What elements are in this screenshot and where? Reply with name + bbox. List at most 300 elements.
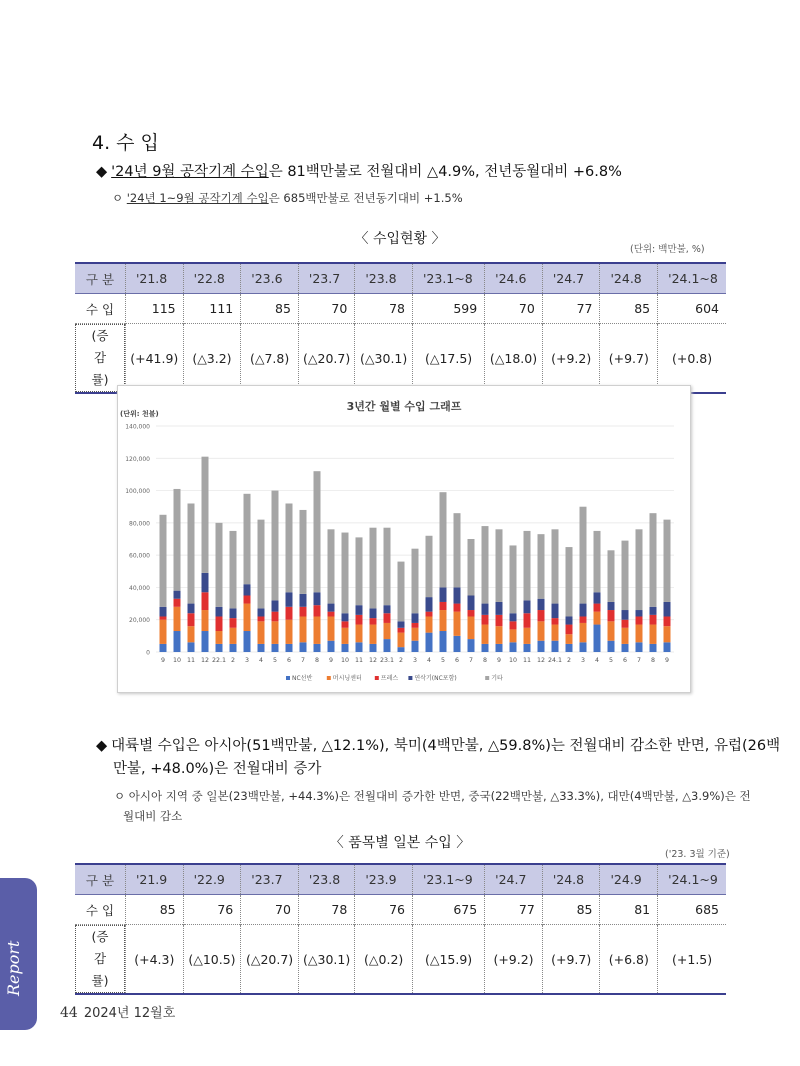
value-cell: 77 [485, 895, 543, 925]
value-cell: 599 [412, 294, 484, 324]
rate-cell: (+4.3) [125, 925, 183, 995]
bar-segment [370, 528, 377, 609]
bar-segment [622, 541, 629, 610]
value-cell: 78 [298, 895, 354, 925]
bar-segment [258, 616, 265, 621]
rate-cell: (+9.7) [542, 925, 600, 995]
bar-segment [538, 599, 545, 610]
bar-segment [188, 613, 195, 626]
bar-segment [412, 549, 419, 614]
x-tick-label: 7 [468, 657, 474, 664]
circle-bullet-icon: ㅇ [114, 789, 129, 803]
value-cell: 85 [241, 294, 299, 324]
bar-segment [664, 602, 671, 617]
bar-segment [230, 618, 237, 628]
column-header: '23.7 [241, 864, 299, 895]
x-tick-label: 5 [440, 657, 446, 664]
bar-segment [328, 529, 335, 603]
rate-cell: (△7.8) [241, 324, 299, 394]
bar-segment [608, 610, 615, 621]
bar-segment [482, 615, 489, 625]
bar-segment [258, 621, 265, 644]
bar-segment [622, 628, 629, 644]
rate-cell: (△18.0) [485, 324, 543, 394]
bar-segment [272, 644, 279, 652]
bar-segment [174, 599, 181, 607]
rate-cell: (△30.1) [298, 925, 354, 995]
rate-label: (증감률) [75, 925, 125, 993]
column-header: '24.7 [542, 263, 600, 294]
bar-segment [356, 605, 363, 615]
value-cell: 85 [125, 895, 183, 925]
bar-segment [566, 547, 573, 616]
column-header: '24.1~9 [658, 864, 726, 895]
bar-segment [440, 492, 447, 587]
bar-segment [510, 545, 517, 613]
bar-segment [216, 631, 223, 644]
legend-swatch [375, 676, 379, 680]
table-row [75, 895, 726, 925]
bar-segment [300, 594, 307, 607]
bar-segment [650, 644, 657, 652]
bar-segment [496, 626, 503, 644]
bar-segment [356, 537, 363, 605]
bar-segment [258, 608, 265, 616]
legend-label: 머시닝센터 [332, 675, 362, 682]
bar-segment [650, 625, 657, 644]
y-tick-label: 40,000 [129, 584, 150, 592]
x-tick-label: 4 [258, 657, 264, 664]
column-header: '21.9 [125, 864, 183, 895]
bar-segment [608, 602, 615, 610]
bar-segment [342, 621, 349, 627]
column-header: '23.6 [241, 263, 299, 294]
bar-segment [440, 610, 447, 631]
diamond-bullet-icon: ◆ [96, 738, 108, 754]
table2-unit: ('23. 3월 기준) [665, 849, 730, 860]
column-header: '24.9 [600, 864, 658, 895]
y-tick-label: 80,000 [129, 520, 150, 528]
bar-segment [608, 550, 615, 602]
x-tick-label: 3 [244, 657, 250, 664]
monthly-import-chart [117, 385, 691, 693]
bar-segment [664, 616, 671, 626]
bullet-rest: 은 81백만불로 전월대비 △4.9%, 전년동월대비 +6.8% [268, 164, 622, 180]
x-tick-label: 11 [186, 657, 196, 664]
bar-segment [580, 507, 587, 604]
bar-segment [510, 642, 517, 652]
bar-segment [482, 644, 489, 652]
bar-segment [566, 644, 573, 652]
bar-segment [160, 616, 167, 619]
x-tick-label: 11 [354, 657, 364, 664]
page-number: 44 [60, 1005, 78, 1021]
rate-cell: (△20.7) [241, 925, 299, 995]
bar-segment [650, 615, 657, 625]
table1-caption: 〈 수입현황 〉 [354, 231, 446, 247]
value-cell: 111 [183, 294, 241, 324]
legend-label: 프레스 [380, 675, 399, 682]
x-tick-label: 4 [594, 657, 600, 664]
bar-segment [608, 621, 615, 640]
value-cell: 78 [355, 294, 413, 324]
bar-segment [622, 644, 629, 652]
bar-segment [258, 520, 265, 609]
bar-segment [426, 612, 433, 617]
page-footer [60, 1002, 175, 1021]
column-header: '23.1~9 [412, 864, 484, 895]
bar-segment [524, 531, 531, 600]
bar-segment [272, 621, 279, 644]
bar-segment [188, 642, 195, 652]
bar-segment [426, 536, 433, 597]
bar-segment [524, 628, 531, 644]
bar-segment [342, 613, 349, 621]
bar-segment [272, 491, 279, 601]
bar-segment [608, 641, 615, 652]
legend-swatch [408, 676, 412, 680]
bar-segment [398, 621, 405, 627]
sub2-line2: 월대비 감소 [123, 809, 183, 823]
sub2-line1: 아시아 지역 중 일본(23백만불, +44.3%)은 전월대비 증가한 반면, 중국(22백만불, △33.3%), 대만(4백만불, △3.9%)은 전 [128, 789, 751, 803]
sub-bullet-ytd [112, 188, 463, 208]
bar-segment [440, 602, 447, 610]
bar-segment [594, 531, 601, 592]
bar-segment [664, 642, 671, 652]
rate-cell: (△10.5) [183, 925, 241, 995]
bar-segment [188, 604, 195, 614]
y-tick-label: 100,000 [125, 488, 150, 496]
bar-segment [566, 634, 573, 644]
bar-segment [356, 625, 363, 643]
x-tick-label: 3 [580, 657, 586, 664]
bar-segment [398, 628, 405, 633]
bar-segment [398, 562, 405, 622]
column-header: '23.8 [355, 263, 413, 294]
x-tick-label: 9 [664, 657, 670, 664]
bar-segment [202, 457, 209, 573]
bar-segment [160, 620, 167, 644]
bullet-import-summary [96, 161, 622, 184]
value-cell: 70 [241, 895, 299, 925]
x-tick-label: 3 [412, 657, 418, 664]
bar-segment [216, 616, 223, 631]
x-tick-label: 12 [200, 657, 210, 664]
bar-segment [412, 613, 419, 623]
bar-segment [230, 531, 237, 608]
bar-segment [272, 612, 279, 622]
bar-segment [426, 597, 433, 612]
bar-segment [188, 626, 195, 642]
bar-segment [664, 520, 671, 602]
sub-rest: 은 685백만불로 전년동기대비 +1.5% [268, 191, 463, 205]
bar-segment [622, 620, 629, 628]
bar-segment [538, 610, 545, 621]
rate-label: (증감률) [75, 324, 125, 392]
bar-segment [384, 623, 391, 639]
x-tick-label: 10 [172, 657, 182, 664]
bar-segment [286, 592, 293, 607]
column-header: '23.7 [298, 263, 354, 294]
bar-segment [594, 612, 601, 625]
x-tick-label: 10 [340, 657, 350, 664]
report-side-tab [0, 878, 37, 1030]
rate-cell: (△3.2) [183, 324, 241, 394]
bar-segment [580, 616, 587, 622]
x-tick-label: 10 [508, 657, 518, 664]
bar-segment [594, 604, 601, 612]
bar-segment [468, 539, 475, 596]
value-cell: 77 [542, 294, 600, 324]
rate-cell: (+1.5) [658, 925, 726, 995]
rate-cell: (+9.2) [542, 324, 600, 394]
bar-segment [384, 613, 391, 623]
bar-segment [510, 629, 517, 642]
y-tick-label: 140,000 [125, 423, 150, 431]
issue-label: 2024년 12월호 [83, 1006, 176, 1021]
bar-segment [552, 604, 559, 619]
value-cell: 70 [485, 294, 543, 324]
bar-segment [174, 631, 181, 652]
bar-segment [244, 494, 251, 584]
x-tick-label: 7 [300, 657, 306, 664]
x-tick-label: 24.1 [547, 657, 563, 664]
y-tick-label: 20,000 [129, 617, 150, 625]
legend-label: NC선반 [292, 675, 313, 682]
report-tab-label: Report [4, 940, 23, 996]
rate-cell: (△17.5) [412, 324, 484, 394]
bar-segment [244, 584, 251, 595]
bar-segment [272, 600, 279, 611]
bar-segment [398, 633, 405, 648]
bullet-continent [96, 735, 780, 781]
bullet2-line1: 대륙별 수입은 아시아(51백만불, △12.1%), 북미(4백만불, △59.8%)는 전월대비 감소한 반면, 유럽(26백 [111, 738, 781, 754]
bar-segment [328, 612, 335, 617]
bar-segment [594, 592, 601, 603]
x-tick-label: 5 [272, 657, 278, 664]
bar-segment [160, 607, 167, 617]
bar-segment [202, 631, 209, 652]
header-label: 구 분 [75, 263, 125, 294]
bar-segment [384, 639, 391, 652]
japan-import-table [75, 863, 726, 995]
bar-segment [510, 621, 517, 629]
bullet-lead: '24년 9월 공작기계 수입 [111, 164, 269, 180]
bar-segment [468, 639, 475, 652]
legend-label: 기타 [491, 675, 503, 682]
column-header: '22.8 [183, 263, 241, 294]
bar-segment [300, 510, 307, 594]
bar-segment [258, 644, 265, 652]
bar-segment [468, 616, 475, 639]
diamond-bullet-icon: ◆ [96, 164, 108, 180]
bar-segment [580, 623, 587, 642]
table-header-row [75, 263, 726, 294]
header-label: 구 분 [75, 864, 125, 895]
bar-segment [454, 612, 461, 636]
value-cell: 70 [298, 294, 354, 324]
value-cell: 76 [355, 895, 413, 925]
bar-segment [482, 604, 489, 615]
value-cell: 76 [183, 895, 241, 925]
rate-cell: (△30.1) [355, 324, 413, 394]
bar-segment [412, 623, 419, 628]
table-row-rate [75, 925, 726, 995]
legend-swatch [327, 676, 331, 680]
bar-segment [482, 526, 489, 603]
bar-segment [160, 515, 167, 607]
bar-segment [426, 616, 433, 632]
bar-segment [468, 596, 475, 611]
legend-swatch [286, 676, 290, 680]
bar-segment [286, 503, 293, 592]
chart-unit-label: (단위: 천불) [120, 410, 159, 418]
rate-cell: (+6.8) [600, 925, 658, 995]
x-tick-label: 12 [368, 657, 378, 664]
value-cell: 85 [542, 895, 600, 925]
value-cell: 85 [600, 294, 658, 324]
bar-segment [468, 610, 475, 616]
sub-bullet-asia [114, 786, 754, 826]
bar-segment [216, 644, 223, 652]
bar-segment [342, 533, 349, 614]
x-tick-label: 9 [160, 657, 166, 664]
rate-cell: (+9.7) [600, 324, 658, 394]
table1-unit: (단위: 백만불, %) [630, 244, 705, 255]
bar-segment [538, 621, 545, 640]
bar-segment [636, 616, 643, 624]
y-tick-label: 120,000 [125, 455, 150, 463]
bar-segment [286, 607, 293, 620]
bar-segment [384, 528, 391, 605]
bar-segment [230, 644, 237, 652]
bar-segment [454, 587, 461, 603]
x-tick-label: 11 [522, 657, 532, 664]
bar-segment [370, 644, 377, 652]
table2-caption: 〈 품목별 일본 수입 〉 [329, 835, 471, 851]
bar-segment [328, 604, 335, 612]
column-header: '24.8 [600, 263, 658, 294]
bar-segment [300, 607, 307, 617]
table-header-row [75, 864, 726, 895]
bar-segment [412, 628, 419, 641]
x-tick-label: 2 [566, 657, 572, 664]
bar-segment [370, 608, 377, 618]
table-row [75, 294, 726, 324]
x-tick-label: 9 [328, 657, 334, 664]
x-tick-label: 8 [482, 657, 488, 664]
bar-segment [496, 529, 503, 602]
bar-segment [454, 604, 461, 612]
bar-segment [356, 615, 363, 625]
bar-segment [174, 489, 181, 591]
bar-segment [482, 625, 489, 644]
row-label: 수 입 [85, 301, 115, 317]
bar-segment [524, 600, 531, 613]
chart-canvas [118, 386, 690, 692]
x-tick-label: 8 [650, 657, 656, 664]
bar-segment [244, 604, 251, 631]
column-header: '23.9 [355, 864, 413, 895]
bar-segment [202, 573, 209, 592]
x-tick-label: 6 [286, 657, 292, 664]
bar-segment [664, 626, 671, 642]
x-tick-label: 22.1 [211, 657, 227, 664]
bar-segment [328, 641, 335, 652]
legend-label: 연삭기(NC포함) [414, 675, 457, 682]
bar-segment [174, 607, 181, 631]
bar-segment [216, 607, 223, 617]
rate-cell: (+41.9) [125, 324, 183, 394]
bar-segment [188, 503, 195, 603]
value-cell: 604 [658, 294, 726, 324]
value-cell: 685 [658, 895, 726, 925]
bar-segment [538, 641, 545, 652]
bar-segment [566, 625, 573, 635]
rate-cell: (△20.7) [298, 324, 354, 394]
bar-segment [286, 644, 293, 652]
bar-segment [356, 642, 363, 652]
bar-segment [300, 642, 307, 652]
column-header: '24.7 [485, 864, 543, 895]
bar-segment [454, 636, 461, 652]
bar-segment [580, 604, 587, 617]
bar-segment [524, 613, 531, 628]
bar-segment [202, 610, 209, 631]
table-row-rate [75, 324, 726, 394]
bar-segment [440, 631, 447, 652]
bar-segment [622, 610, 629, 620]
x-tick-label: 12 [536, 657, 546, 664]
x-tick-label: 5 [608, 657, 614, 664]
bar-segment [636, 610, 643, 616]
x-tick-label: 6 [622, 657, 628, 664]
bar-segment [160, 644, 167, 652]
bar-segment [174, 591, 181, 599]
bar-segment [552, 625, 559, 641]
bullet2-line2: 만불, +48.0%)은 전월대비 증가 [113, 761, 322, 777]
bar-segment [538, 534, 545, 599]
sub-lead: '24년 1~9월 공작기계 수입 [126, 191, 269, 205]
section-title: 4. 수 입 [92, 132, 159, 154]
bar-segment [384, 605, 391, 613]
rate-cell: (△15.9) [412, 925, 484, 995]
y-tick-label: 0 [146, 649, 150, 657]
bar-segment [552, 618, 559, 624]
bar-segment [440, 587, 447, 602]
column-header: '24.8 [542, 864, 600, 895]
y-tick-label: 60,000 [129, 552, 150, 560]
value-cell: 81 [600, 895, 658, 925]
bar-segment [496, 644, 503, 652]
bar-segment [552, 529, 559, 603]
bar-segment [244, 596, 251, 604]
bar-segment [398, 647, 405, 652]
x-tick-label: 4 [426, 657, 432, 664]
bar-segment [496, 615, 503, 626]
chart-title: 3년간 월별 수입 그래프 [346, 400, 462, 413]
column-header: '24.1~8 [658, 263, 726, 294]
bar-segment [216, 523, 223, 607]
bar-segment [314, 605, 321, 616]
column-header: '21.8 [125, 263, 183, 294]
rate-cell: (△0.2) [355, 925, 413, 995]
bar-segment [496, 602, 503, 615]
x-tick-label: 8 [314, 657, 320, 664]
bar-segment [524, 644, 531, 652]
value-cell: 675 [412, 895, 484, 925]
bar-segment [566, 616, 573, 624]
